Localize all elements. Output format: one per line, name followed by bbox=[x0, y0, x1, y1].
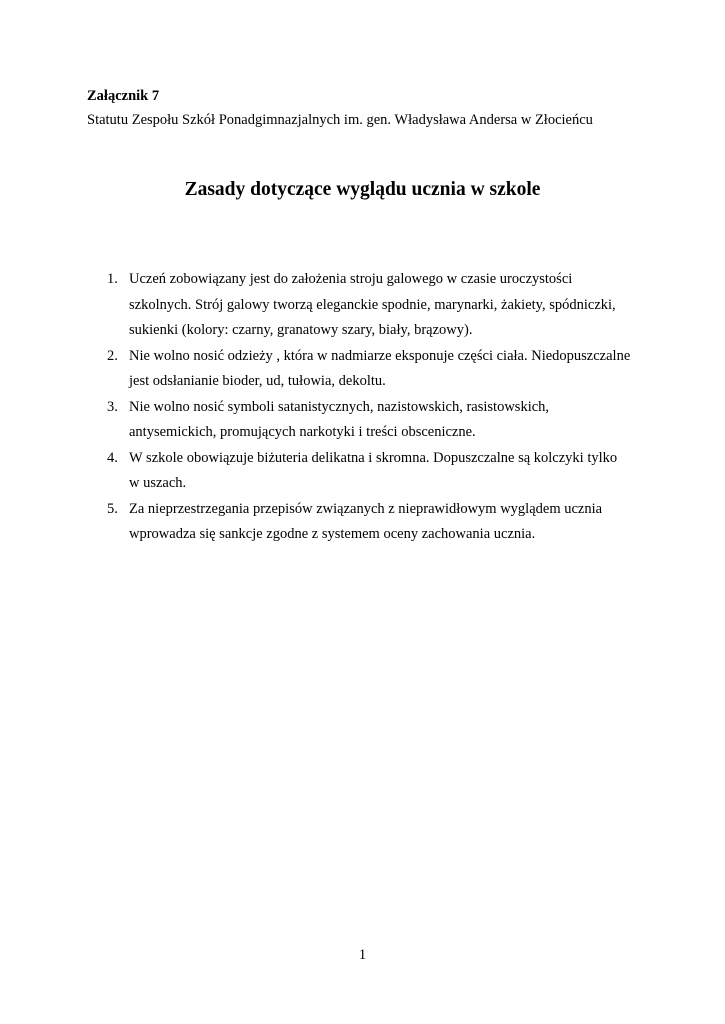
rule-item bbox=[107, 446, 647, 497]
rule-text-line: Nie wolno nosić odzieży , która w nadmiarze eksponuje części ciała. Niedopuszczalne bbox=[129, 347, 631, 364]
rule-number: 4. bbox=[107, 449, 118, 466]
rule-text-line: Nie wolno nosić symboli satanistycznych, nazistowskich, rasistowskich, bbox=[129, 398, 550, 415]
rule-text-line: wprowadza się sankcje zgodne z systemem oceny zachowania ucznia. bbox=[129, 526, 536, 542]
rules-list bbox=[107, 267, 647, 548]
rule-item bbox=[107, 267, 647, 344]
rule-text-line: sukienki (kolory: czarny, granatowy szary, biały, brązowy). bbox=[129, 322, 473, 338]
rule-item bbox=[107, 344, 647, 395]
document-title: Zasady dotyczące wyglądu ucznia w szkole bbox=[184, 179, 541, 200]
rule-text-line: jest odsłanianie bioder, ud, tułowia, dekoltu. bbox=[129, 373, 386, 389]
rule-number: 3. bbox=[107, 398, 118, 415]
statute-reference: Statutu Zespołu Szkół Ponadgimnazjalnych im. gen. Władysława Andersa w Złocieńcu bbox=[87, 112, 593, 128]
rule-text-line: Uczeń zobowiązany jest do założenia stroju galowego w czasie uroczystości bbox=[129, 271, 573, 287]
annex-label: Załącznik 7 bbox=[87, 88, 160, 104]
rule-number: 5. bbox=[107, 500, 118, 517]
rule-text-line: Za nieprzestrzegania przepisów związanych z nieprawidłowym wyglądem ucznia bbox=[129, 500, 603, 517]
rule-text-line: W szkole obowiązuje biżuteria delikatna i skromna. Dopuszczalne są kolczyki tylko bbox=[129, 449, 618, 466]
rule-item bbox=[107, 497, 647, 548]
rule-number: 1. bbox=[107, 271, 118, 287]
rule-text-line: w uszach. bbox=[129, 475, 187, 491]
rule-text-line: szkolnych. Strój galowy tworzą eleganckie spodnie, marynarki, żakiety, spódniczki, bbox=[129, 296, 616, 313]
rule-number: 2. bbox=[107, 347, 118, 364]
rule-text-line: antysemickich, promujących narkotyki i treści obsceniczne. bbox=[129, 424, 476, 440]
page-number: 1 bbox=[358, 947, 367, 963]
rule-item bbox=[107, 395, 647, 446]
